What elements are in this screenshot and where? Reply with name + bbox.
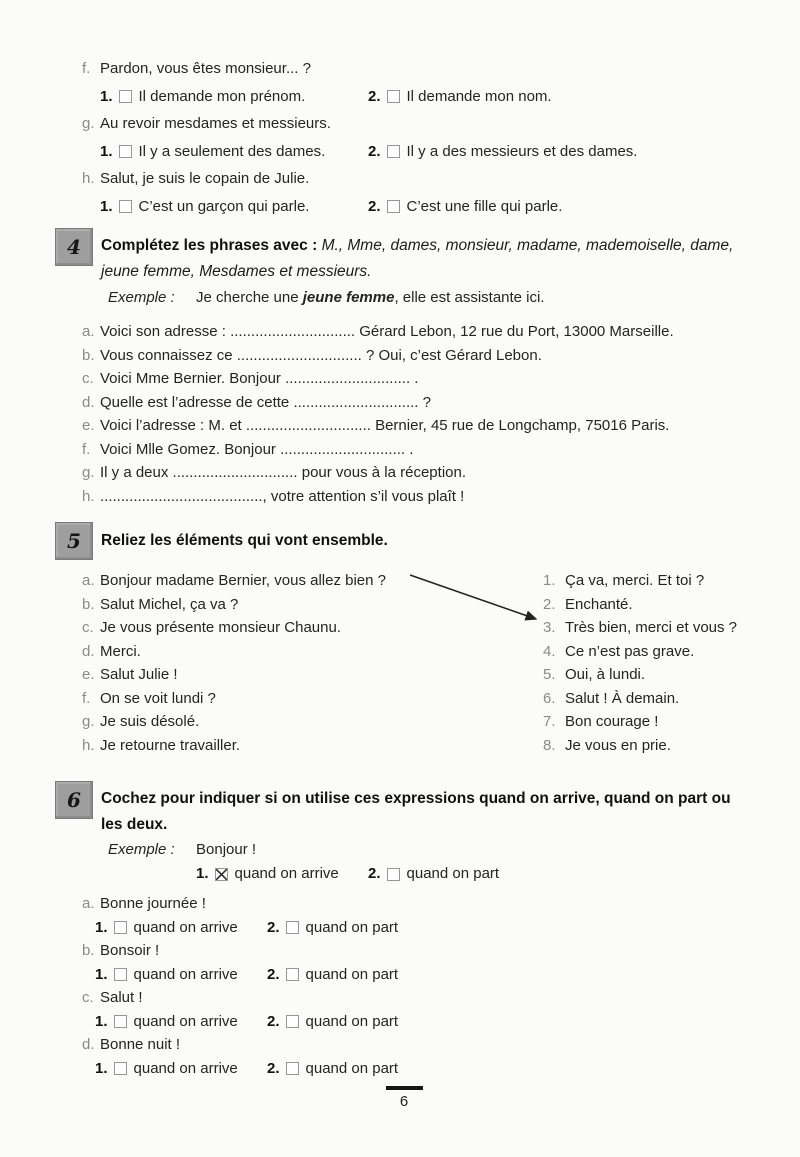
- checkbox-icon: [114, 1015, 127, 1028]
- match-answer: 8. Je vous en prie.: [543, 734, 737, 758]
- option-2: [368, 83, 552, 111]
- checkbox-icon: [387, 200, 400, 213]
- checkbox-icon: [286, 1015, 299, 1028]
- checkbox-icon: [119, 145, 132, 158]
- fill-blank-item: [82, 367, 800, 391]
- expression-text: Bonne journée !: [100, 895, 206, 912]
- option-label: C’est une fille qui parle.: [406, 197, 563, 215]
- fill-blank-item: [82, 320, 800, 344]
- match-item: f. On se voit lundi ?: [82, 687, 543, 711]
- option-label: quand on part: [406, 865, 500, 882]
- match-item: c. Je vous présente monsieur Chaunu.: [82, 616, 543, 640]
- match-text: Merci.: [100, 642, 141, 660]
- match-text: On se voit lundi ?: [100, 689, 216, 707]
- option-1: [100, 138, 368, 166]
- match-item: e. Salut Julie !: [82, 663, 543, 687]
- option-number: 1.: [100, 87, 113, 105]
- match-text: Ça va, merci. Et toi ?: [565, 572, 705, 589]
- item-letter: e.: [82, 417, 95, 434]
- expression-item: a. Bonne journée ! 1. quand on arrive 2. quand on part: [82, 892, 800, 939]
- exercise-5-title: Reliez les éléments qui vont ensemble.: [101, 532, 388, 549]
- option-label: Il demande mon prénom.: [138, 87, 306, 105]
- option-number: 2.: [368, 142, 381, 160]
- example-options-row: [196, 862, 800, 886]
- checkbox-icon: [387, 145, 400, 158]
- match-answer: 3. Très bien, merci et vous ?: [543, 616, 737, 640]
- option-label: Il y a seulement des dames.: [138, 142, 326, 160]
- fill-blank-item: [82, 485, 800, 509]
- answer-options-row: 1. quand on arrive 2. quand on part: [95, 916, 800, 940]
- exercise-4-example: [108, 285, 800, 311]
- checkbox-icon: [119, 90, 132, 103]
- option-label: quand on arrive: [234, 865, 339, 882]
- example-label: Exemple :: [108, 841, 175, 858]
- answer-options-row: 1. quand on arrive 2. quand on part: [95, 963, 800, 987]
- item-letter: f.: [82, 60, 91, 77]
- expression-item: d. Bonne nuit ! 1. quand on arrive 2. quand on part: [82, 1033, 800, 1080]
- exercise-5: [0, 522, 800, 757]
- exercise-number-badge: 4: [55, 228, 93, 266]
- fill-blank-item: [82, 414, 800, 438]
- item-letter: f.: [82, 440, 91, 458]
- exercise-6-title: Cochez pour indiquer si on utilise ces expressions quand on arrive, quand on part ou les deux.: [101, 790, 731, 833]
- checkbox-icon: [119, 200, 132, 213]
- match-text: Je suis désolé.: [100, 713, 200, 730]
- question-text: Au revoir mesdames et messieurs.: [100, 115, 331, 132]
- match-text: Très bien, merci et vous ?: [565, 619, 738, 636]
- match-answer: 6. Salut ! À demain.: [543, 687, 737, 711]
- exercise-6: [0, 781, 800, 1080]
- fill-blank-text: Voici Mme Bernier. Bonjour .............................. .: [100, 370, 419, 387]
- option-number: 1.: [100, 142, 113, 160]
- answer-options-row: [100, 83, 800, 111]
- option-1: 1. quand on arrive: [196, 862, 368, 886]
- word-list-continued: jeune femme, Mesdames et messieurs.: [101, 263, 372, 280]
- fill-blank-item: [82, 344, 800, 368]
- answer-options-row: [100, 193, 800, 221]
- matching-right-column: [543, 569, 737, 757]
- match-answer: 4. Ce n’est pas grave.: [543, 640, 737, 664]
- match-text: Salut Julie !: [100, 666, 178, 683]
- fill-blank-text: Voici son adresse : .............................. Gérard Lebon, 12 rue du Port, 13000 Marseille.: [100, 323, 674, 340]
- exercise-4-items: [82, 320, 800, 508]
- item-letter: h.: [82, 170, 95, 187]
- match-text: Oui, à lundi.: [565, 666, 646, 683]
- item-letter: c.: [82, 370, 94, 387]
- exercise-4-header: [55, 228, 800, 285]
- option-label: quand on arrive: [133, 918, 238, 936]
- example-sentence: Je cherche une jeune femme, elle est assistante ici.: [196, 289, 545, 306]
- checkbox-icon: [114, 968, 127, 981]
- page-number: 6: [399, 1093, 409, 1110]
- match-text: Ce n’est pas grave.: [565, 642, 695, 660]
- option-label: C’est un garçon qui parle.: [138, 197, 310, 215]
- checked-checkbox-icon: [215, 868, 228, 881]
- example-highlight: jeune femme: [302, 289, 395, 306]
- fill-blank-text: Quelle est l’adresse de cette .............................. ?: [100, 393, 431, 411]
- item-letter: a.: [82, 323, 95, 340]
- match-answer: 5. Oui, à lundi.: [543, 663, 737, 687]
- option-label: quand on arrive: [133, 1059, 238, 1077]
- match-item: a. Bonjour madame Bernier, vous allez bien ?: [82, 569, 543, 593]
- option-2: [368, 193, 562, 221]
- exercise-number-badge: 6: [55, 781, 93, 819]
- footer-rule: [386, 1086, 423, 1090]
- expression-text: Bonsoir !: [100, 942, 160, 959]
- match-item: b. Salut Michel, ça va ?: [82, 593, 543, 617]
- matching-columns: [82, 569, 800, 757]
- fill-blank-text: Vous connaissez ce .............................. ? Oui, c’est Gérard Lebon.: [100, 346, 542, 364]
- exercise-6-example: [108, 838, 800, 862]
- option-label: quand on arrive: [133, 965, 238, 983]
- item-letter: b.: [82, 346, 95, 364]
- option-2: [368, 138, 637, 166]
- match-text: Salut Michel, ça va ?: [100, 595, 239, 613]
- match-item: h. Je retourne travailler.: [82, 734, 543, 758]
- checkbox-icon: [387, 90, 400, 103]
- question-item: [82, 110, 800, 138]
- answer-options-row: [100, 138, 800, 166]
- checkbox-icon: [114, 1062, 127, 1075]
- match-text: Enchanté.: [565, 595, 633, 613]
- exercise-6-items: [82, 892, 800, 1080]
- match-text: Je retourne travailler.: [100, 736, 241, 754]
- expression-text: Bonne nuit !: [100, 1036, 181, 1053]
- option-number: 2.: [368, 197, 381, 215]
- example-label: Exemple :: [108, 289, 175, 306]
- fill-blank-text: Voici Mlle Gomez. Bonjour .............................. .: [100, 440, 414, 458]
- matching-left-column: [82, 569, 543, 757]
- question-item: [82, 55, 800, 83]
- checkbox-icon: [387, 868, 400, 881]
- option-label: Il demande mon nom.: [406, 87, 552, 105]
- match-item: d. Merci.: [82, 640, 543, 664]
- option-label: quand on part: [305, 1012, 399, 1030]
- fill-blank-text: Voici l’adresse : M. et .............................. Bernier, 45 rue de Longchamp, 75016 Paris.: [100, 417, 670, 434]
- exercise-number-badge: 5: [55, 522, 93, 560]
- match-item: g. Je suis désolé.: [82, 710, 543, 734]
- option-1: [100, 83, 368, 111]
- option-label: quand on part: [305, 918, 399, 936]
- page-footer: [0, 1086, 800, 1110]
- match-text: Je vous en prie.: [565, 736, 671, 754]
- option-number: 1.: [100, 197, 113, 215]
- match-text: Bon courage !: [565, 713, 659, 730]
- question-item: [82, 165, 800, 193]
- checkbox-icon: [286, 968, 299, 981]
- expression-item: b. Bonsoir ! 1. quand on arrive 2. quand on part: [82, 939, 800, 986]
- checkbox-icon: [286, 1062, 299, 1075]
- item-letter: d.: [82, 393, 95, 411]
- question-text: Salut, je suis le copain de Julie.: [100, 170, 310, 187]
- option-label: quand on part: [305, 965, 399, 983]
- checkbox-icon: [286, 921, 299, 934]
- word-list: M., Mme, dames, monsieur, madame, mademoiselle, dame,: [321, 237, 734, 254]
- match-text: Salut ! À demain.: [565, 689, 680, 707]
- match-answer: 2. Enchanté.: [543, 593, 737, 617]
- expression-text: Salut !: [100, 989, 143, 1006]
- fill-blank-item: [82, 438, 800, 462]
- option-2: 2. quand on part: [368, 862, 499, 886]
- section-exercise3-items: [82, 55, 800, 220]
- exercise-4: [0, 228, 800, 508]
- fill-blank-item: [82, 391, 800, 415]
- match-answer: 1. Ça va, merci. Et toi ?: [543, 569, 737, 593]
- fill-blank-item: [82, 461, 800, 485]
- item-letter: g.: [82, 464, 95, 481]
- match-answer: 7. Bon courage !: [543, 710, 737, 734]
- option-number: 2.: [368, 87, 381, 105]
- match-text: Je vous présente monsieur Chaunu.: [100, 619, 341, 636]
- checkbox-icon: [114, 921, 127, 934]
- example-sentence: Bonjour !: [196, 841, 257, 858]
- option-label: quand on part: [305, 1059, 399, 1077]
- exercise-4-title: Complétez les phrases avec : M., Mme, dames, monsieur, madame, mademoiselle, dame, jeune femme, Mesdames et messieurs.: [101, 233, 733, 285]
- expression-item: c. Salut ! 1. quand on arrive 2. quand on part: [82, 986, 800, 1033]
- exercise-5-header: [55, 522, 800, 560]
- option-label: Il y a des messieurs et des dames.: [406, 142, 638, 160]
- answer-options-row: 1. quand on arrive 2. quand on part: [95, 1057, 800, 1081]
- exercise-6-header: [55, 781, 800, 838]
- option-label: quand on arrive: [133, 1012, 238, 1030]
- fill-blank-text: ......................................., votre attention s’il vous plaît !: [100, 487, 465, 505]
- item-letter: h.: [82, 487, 95, 505]
- question-text: Pardon, vous êtes monsieur... ?: [100, 60, 311, 77]
- option-1: [100, 193, 368, 221]
- fill-blank-text: Il y a deux .............................. pour vous à la réception.: [100, 464, 466, 481]
- match-text: Bonjour madame Bernier, vous allez bien ?: [100, 572, 386, 589]
- answer-options-row: 1. quand on arrive 2. quand on part: [95, 1010, 800, 1034]
- item-letter: g.: [82, 115, 95, 132]
